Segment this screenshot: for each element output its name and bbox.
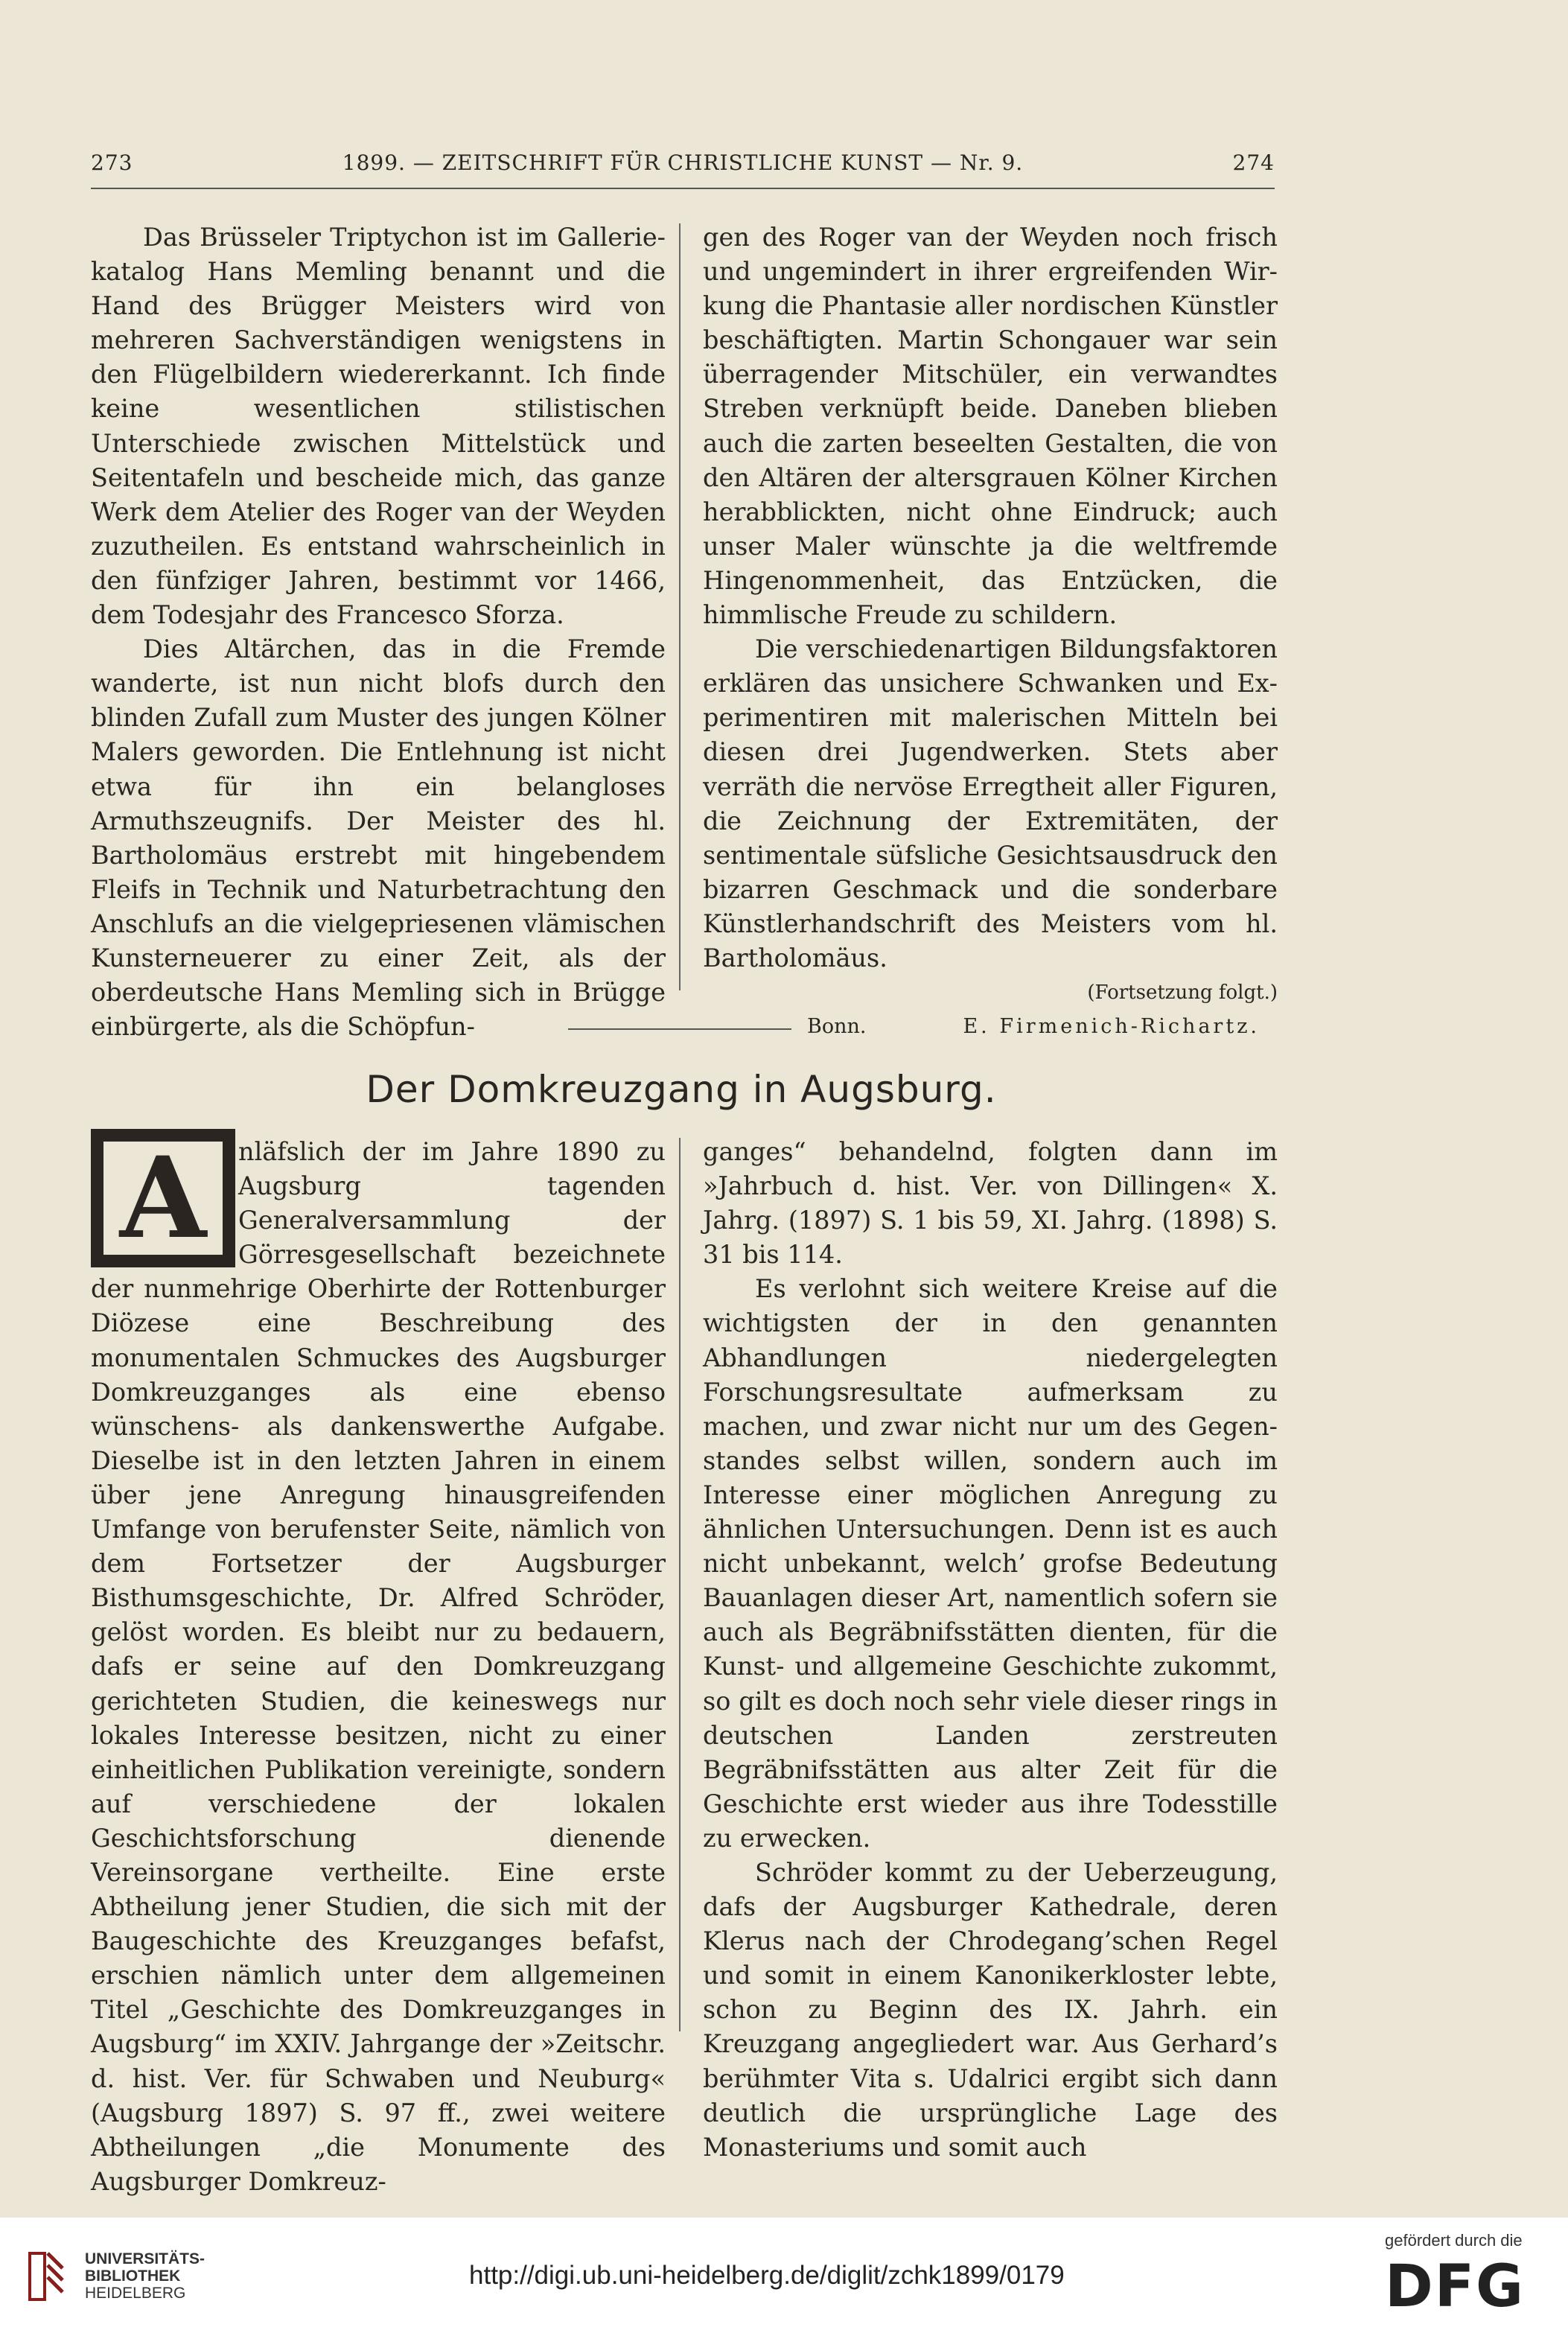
dfg-logo: DFG (1385, 2253, 1526, 2320)
bottom-right-column (703, 1135, 1278, 2165)
paragraph: Das Brüsseler Triptychon ist im Galleriekatalog Hans Memling benannt und die Hand des Brügger Meisters wird von mehreren Sachverständigen wenigstens in den Flügelbildern wiedererkannt. Ich finde keine wesentlichen stilistischen Unterschiede zwischen Mittelstück und Seitentafeln und bescheide mich, das ganze Werk dem Atelier des Roger van der Weyden zuzutheilen. Es entstand wahrscheinlich in den fünfziger Jahren, bestimmt vor 1466, dem Todesjahr des Francesco Sforza. (91, 223, 666, 630)
paragraph: Es verlohnt sich weitere Kreise auf die wichtigsten der in den genannten Abhandlungen niedergelegten Forschungsresultate aufmerksam zu machen, und zwar nicht nur um des Gegenstandes selbst willen, sondern auch im Interesse einer möglichen Anregung zu ähnlichen Untersuchungen. Denn ist es auch nicht unbekannt, welch’ grofse Bedeutung Bauanlagen dieser Art, namentlich sofern sie auch als Begräbnifsstätten dienten, für die Kunst- und allgemeine Geschichte zukommt, so gilt es doch noch sehr viele dieser rings in deutschen Landen zerstreuten Begräbnifsstätten aus alter Zeit für die Geschichte erst wieder aus ihre Todesstille zu erwecken. (703, 1274, 1278, 1853)
signature-author: E. Firmenich-Richartz. (963, 1015, 1260, 1039)
library-logo-icon (27, 2250, 66, 2302)
paragraph: Dies Altärchen, das in die Fremde wanderte, ist nun nicht blofs durch den blinden Zufall zum Muster des jungen Kölner Malers geworden. Die Entlehnung ist nicht etwa für ihn ein belangloses Armuthszeugnifs. Der Meister des hl. Bartholomäus erstrebt mit hingebendem Fleifs in Technik und Naturbetrachtung den Anschlufs an die vielgepriesenen vlämischen Kunsterneuerer zu einer Zeit, als der oberdeutsche Hans Memling sich in Brügge einbürgerte, als die Schöpfun- (91, 634, 666, 1042)
top-left-column (91, 220, 666, 1044)
initial-spacer (91, 1135, 238, 1269)
page-number-left: 273 (91, 150, 133, 175)
paragraph: ganges“ behandelnd, folgten dann im »Jahrbuch d. hist. Ver. von Dillingen« X. Jahrg. (1897) S. 1 bis 59, XI. Jahrg. (1898) S. 31 bis 114. (703, 1137, 1278, 1270)
top-right-column (703, 220, 1278, 1044)
signature-place: Bonn. (807, 1015, 867, 1039)
column-divider (679, 1138, 681, 2031)
section-separator (568, 1028, 791, 1030)
signature (703, 1010, 1278, 1044)
header-title: 1899. — ZEITSCHRIFT FÜR CHRISTLICHE KUNST — Nr. 9. (342, 150, 1024, 175)
bottom-left-column (91, 1135, 666, 2199)
page-number-right: 274 (1232, 150, 1275, 175)
source-url-link[interactable]: http://digi.ub.uni-heidelberg.de/diglit/zchk1899/0179 (469, 2261, 1065, 2290)
paragraph-text: nläfslich der im Jahre 1890 zu Augsburg tagenden Generalversammlung der Görresgesellschaft bezeichnete der nunmehrige Oberhirte der Rottenburger Diözese eine Beschreibung des monumentalen Schmuckes des Augsburger Domkreuzganges als eine ebenso wünschens- als dankenswerthe Aufgabe. Dieselbe ist in den letzten Jahren in einem über jene Anregung hinausgreifenden Umfange von berufenster Seite, nämlich von dem Fortsetzer der Augsburger Bisthumsgeschichte, Dr. Alfred Schröder, gelöst worden. Es bleibt nur zu bedauern, dafs er seine auf den Domkreuzgang gerichteten Studien, die keineswegs nur lokales Interesse besitzen, nicht zu einer einheitlichen Publikation vereinigte, sondern auf verschiedene der lokalen Geschichtsforschung dienende Vereinsorgane vertheilte. Eine erste Abtheilung jener Studien, die sich mit der Baugeschichte des Kreuzganges befafst, erschien nämlich unter dem allgemeinen Titel „Geschichte des Domkreuzganges in Augsburg“ im XXIV. Jahrgange der »Zeitschr. d. hist. Ver. für Schwaben und Neuburg« (Augsburg 1897) S. 97 ff., zwei weitere Abtheilungen „die Monumente des Augsburger Domkreuz- (91, 1137, 666, 2196)
paragraph: gen des Roger van der Weyden noch frisch und ungemindert in ihrer ergreifenden Wirkung die Phantasie aller nordischen Künstler beschäftigten. Martin Schongauer war sein überragender Mitschüler, ein verwandtes Streben verknüpft beide. Daneben blieben auch die zarten beseelten Gestalten, die von den Altären der altersgrauen Kölner Kirchen herabblickten, nicht ohne Eindruck; auch unser Maler wünschte ja die weltfremde Hingenommenheit, das Entzücken, die himmlische Freude zu schildern. (703, 223, 1278, 630)
viewer-footer (0, 2218, 1568, 2333)
paragraph (91, 1135, 666, 2199)
paragraph: Die verschiedenartigen Bildungsfaktoren erklären das unsichere Schwanken und Experimentiren mit malerischen Mitteln bei diesen drei Jugendwerken. Stets aber verräth die nervöse Erregtheit aller Figuren, die Zeichnung der Extremitäten, der sentimentale süfsliche Gesichtsausdruck den bizarren Geschmack und die sonderbare Künstlerhandschrift des Meisters vom hl. Bartholomäus. (703, 634, 1278, 973)
header-rule (91, 188, 1275, 189)
library-name: UNIVERSITÄTS- BIBLIOTHEK HEIDELBERG (85, 2250, 205, 2302)
funding-caption: gefördert durch die (1385, 2231, 1523, 2250)
running-header (91, 150, 1275, 188)
article-title: Der Domkreuzgang in Augsburg. (366, 1068, 997, 1111)
column-divider (679, 223, 681, 990)
initial-letter: A (103, 1142, 223, 1255)
continuation-note: (Fortsetzung folgt.) (1087, 981, 1278, 1005)
paragraph: Schröder kommt zu der Ueberzeugung, dafs der Augsburger Kathedrale, deren Klerus nach der Chrodegang’schen Regel und somit in einem Kanonikerkloster lebte, schon zu Beginn des IX. Jahrh. ein Kreuzgang angegliedert war. Aus Gerhard’s berühmter Vita s. Udalrici ergibt sich dann deutlich die ursprüngliche Lage des Monasteriums und somit auch (703, 1857, 1278, 2162)
